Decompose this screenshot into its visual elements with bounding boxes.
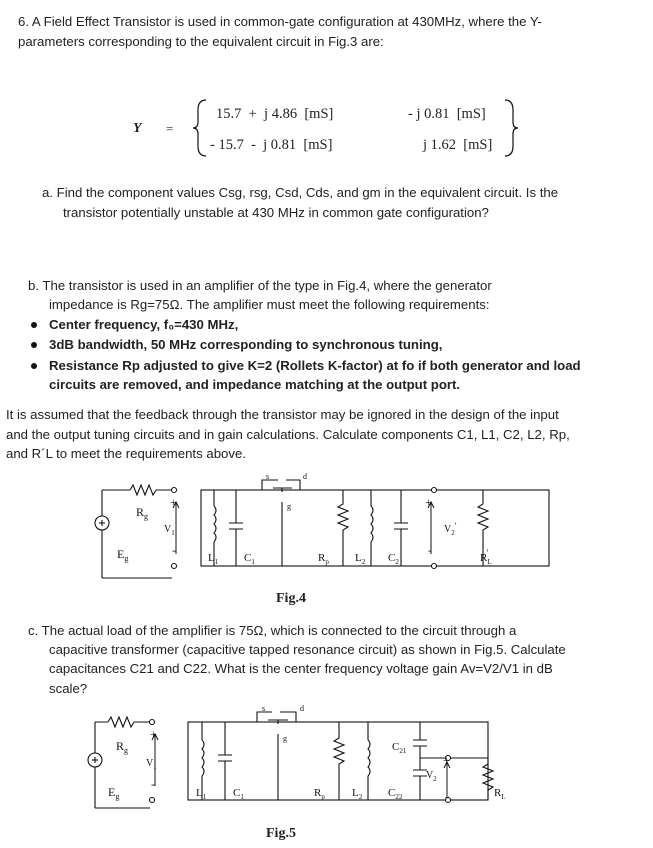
fig5-caption: Fig.5 bbox=[266, 826, 296, 841]
fig4-label-d: d bbox=[303, 472, 307, 481]
fig5-minus-out: - bbox=[445, 789, 449, 803]
matrix-equals: = bbox=[166, 121, 174, 136]
part-c-line3: capacitances C21 and C22. What is the center frequency voltage gain Av=V2/V1 in dB bbox=[49, 661, 553, 676]
fig4-caption: Fig.4 bbox=[276, 591, 306, 606]
part-c-line4: scale? bbox=[49, 681, 88, 696]
problem-intro-line2: parameters corresponding to the equivalent circuit in Fig.3 are: bbox=[18, 34, 384, 49]
fig5-label-c21: $C_{21}$ bbox=[392, 741, 407, 755]
fig4-minus: - bbox=[172, 543, 176, 557]
fig4-circuit bbox=[0, 468, 653, 580]
matrix-y22: j 1.62 [mS] bbox=[423, 137, 493, 153]
fig5-minus: - bbox=[151, 777, 155, 791]
fig4-label-v2: $V_2'$ bbox=[444, 521, 457, 537]
bullet-dot bbox=[31, 363, 37, 369]
bullet-item-3: Resistance Rp adjusted to give K=2 (Rollets K-factor) at fo if both generator and load bbox=[49, 358, 581, 373]
fig5-label-eg: $E_g$ bbox=[108, 785, 120, 801]
fig4-plus-out: + bbox=[425, 495, 432, 509]
fig4-label-l1: $L_1$ bbox=[208, 552, 219, 566]
fig5-label-g: g bbox=[283, 734, 287, 743]
fig5-label-d: d bbox=[300, 704, 304, 713]
fig4-label-rp: $R_p$ bbox=[318, 552, 329, 566]
matrix-left-brace bbox=[192, 98, 208, 158]
fig5-label-rg: $R_g$ bbox=[116, 739, 129, 755]
fig4-minus-out: - bbox=[428, 543, 432, 557]
fig4-label-rl: $R_L'$ bbox=[480, 548, 492, 566]
fig5-label-c22: $C_{22}$ bbox=[388, 787, 403, 801]
assumption-line2: and the output tuning circuits and in gain calculations. Calculate components C1, L1, C2, L2, Rp, bbox=[6, 427, 570, 442]
matrix-right-brace bbox=[503, 98, 519, 158]
bullet-item-3-cont: circuits are removed, and impedance matching at the output port. bbox=[49, 377, 461, 392]
assumption-line1: It is assumed that the feedback through the transistor may be ignored in the design of the input bbox=[6, 407, 559, 422]
matrix-y11: 15.7 + j 4.86 [mS] bbox=[216, 106, 334, 122]
fig4-plus: + bbox=[170, 495, 177, 509]
fig5-label-rp: $R_p$ bbox=[314, 787, 325, 801]
fig4-label-c1: $C_1$ bbox=[244, 552, 255, 566]
fig5-label-c1: $C_1$ bbox=[233, 787, 244, 801]
fig5-label-l2: $L_2$ bbox=[352, 787, 363, 801]
fig4-label-v1: $V_1$ bbox=[164, 524, 175, 537]
matrix-y21: - 15.7 - j 0.81 [mS] bbox=[210, 137, 333, 153]
fig5-label-v2: $V_2$ bbox=[426, 770, 437, 783]
fig5-plus-out: + bbox=[443, 753, 450, 767]
fig5-plus: + bbox=[150, 727, 157, 741]
bullet-item-1: Center frequency, f₀=430 MHz, bbox=[49, 317, 239, 332]
bullet-item-2: 3dB bandwidth, 50 MHz corresponding to synchronous tuning, bbox=[49, 337, 443, 352]
fig5-label-s: s bbox=[262, 704, 266, 713]
fig4-label-s: s bbox=[266, 472, 270, 481]
part-a-line1: a. Find the component values Csg, rsg, Csd, Cds, and gm in the equivalent circuit. Is the bbox=[42, 185, 559, 200]
fig5-circuit bbox=[0, 700, 653, 814]
fig4-label-l2: $L_2$ bbox=[355, 552, 366, 566]
matrix-symbol: Y bbox=[133, 121, 142, 136]
assumption-line3: and R´L to meet the requirements above. bbox=[6, 446, 246, 461]
matrix-y12: - j 0.81 [mS] bbox=[408, 106, 486, 122]
fig4-label-g: g bbox=[287, 502, 291, 511]
part-c-line2: capacitive transformer (capacitive tapped resonance circuit) as shown in Fig.5. Calculate bbox=[49, 642, 566, 657]
bullet-dot bbox=[31, 322, 37, 328]
fig4-label-eg: $E_g$ bbox=[117, 547, 129, 563]
bullet-dot bbox=[31, 342, 37, 348]
part-c-line1: c. The actual load of the amplifier is 75Ω, which is connected to the circuit through a bbox=[28, 623, 517, 638]
problem-intro-line1: 6. A Field Effect Transistor is used in common-gate configuration at 430MHz, where the Y- bbox=[18, 14, 542, 29]
part-b-line2: impedance is Rg=75Ω. The amplifier must meet the following requirements: bbox=[49, 297, 490, 312]
fig5-label-rl: $R_L$ bbox=[494, 787, 506, 801]
part-a-line2: transistor potentially unstable at 430 MHz in common gate configuration? bbox=[63, 205, 489, 220]
fig4-label-c2: $C_2$ bbox=[388, 552, 399, 566]
fig5-label-v1: $V_1$ bbox=[146, 758, 157, 771]
part-b-line1: b. The transistor is used in an amplifier of the type in Fig.4, where the generator bbox=[28, 278, 492, 293]
fig5-label-l1: $L_1$ bbox=[196, 787, 207, 801]
fig4-label-rg: $R_g$ bbox=[136, 505, 149, 521]
